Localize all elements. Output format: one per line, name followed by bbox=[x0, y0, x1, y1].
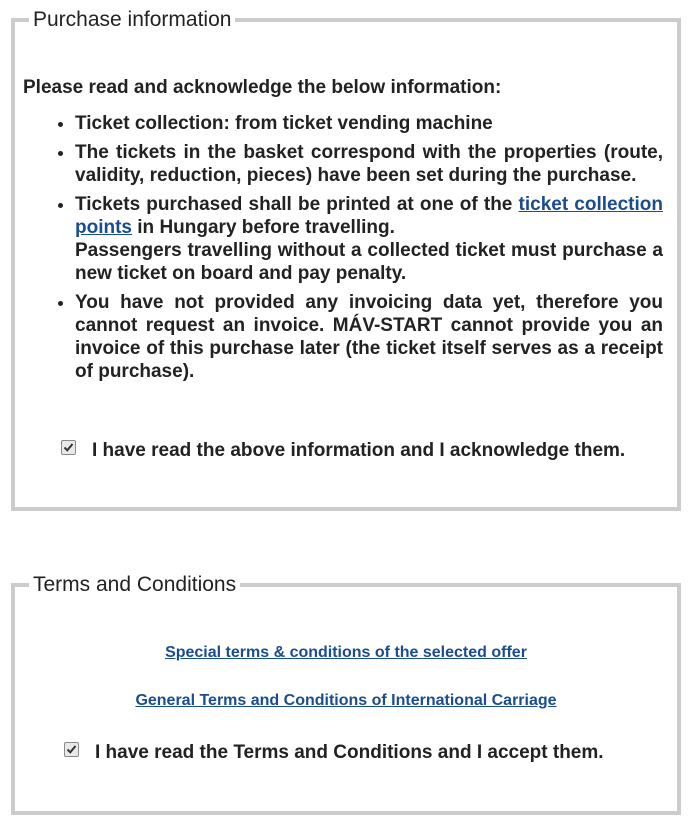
checkmark-icon bbox=[66, 744, 77, 755]
acknowledge-row bbox=[23, 437, 633, 465]
list-item bbox=[75, 141, 663, 187]
basket-properties-text: The tickets in the basket correspond with the properties (route, validity, reduction, pieces) have been set during the purchase. bbox=[75, 142, 663, 186]
ticket-collection-text: Ticket collection: from ticket vending machine bbox=[75, 113, 493, 134]
purchase-info-list bbox=[23, 112, 663, 389]
ticket-collection-points-link[interactable]: ticket collection points bbox=[75, 194, 663, 238]
printing-info-text-before: Tickets purchased shall be printed at one of the bbox=[75, 194, 519, 215]
list-item bbox=[75, 193, 663, 285]
checkmark-icon bbox=[63, 442, 74, 453]
general-terms-link-row bbox=[15, 692, 677, 710]
special-terms-link-row bbox=[15, 644, 677, 662]
invoice-info-text: You have not provided any invoicing data yet, therefore you cannot request an invoice. MÁV-START cannot provide you an invoice of this purchase later (the ticket itself serves as a receipt of purchase). bbox=[75, 292, 663, 382]
printing-info-text-after: in Hungary before travelling. bbox=[132, 217, 395, 238]
list-item bbox=[75, 291, 663, 383]
accept-terms-checkbox[interactable] bbox=[64, 742, 79, 757]
general-terms-link[interactable]: General Terms and Conditions of International Carriage bbox=[135, 692, 557, 709]
purchase-information-legend: Purchase information bbox=[33, 8, 232, 31]
acknowledge-checkbox[interactable] bbox=[61, 440, 76, 455]
accept-terms-label[interactable]: I have read the Terms and Conditions and I accept them. bbox=[95, 742, 604, 763]
purchase-information-section bbox=[11, 8, 681, 511]
list-item bbox=[75, 112, 663, 135]
accept-terms-row bbox=[64, 742, 604, 764]
acknowledge-label[interactable]: I have read the above information and I acknowledge them. bbox=[92, 440, 626, 461]
terms-legend: Terms and Conditions bbox=[33, 573, 237, 596]
purchase-intro-text: Please read and acknowledge the below information: bbox=[23, 77, 502, 98]
penalty-warning-text: Passengers travelling without a collected ticket must purchase a new ticket on board and pay penalty. bbox=[75, 240, 663, 284]
special-terms-link[interactable]: Special terms & conditions of the selected offer bbox=[165, 644, 527, 661]
terms-and-conditions-section bbox=[11, 573, 681, 815]
